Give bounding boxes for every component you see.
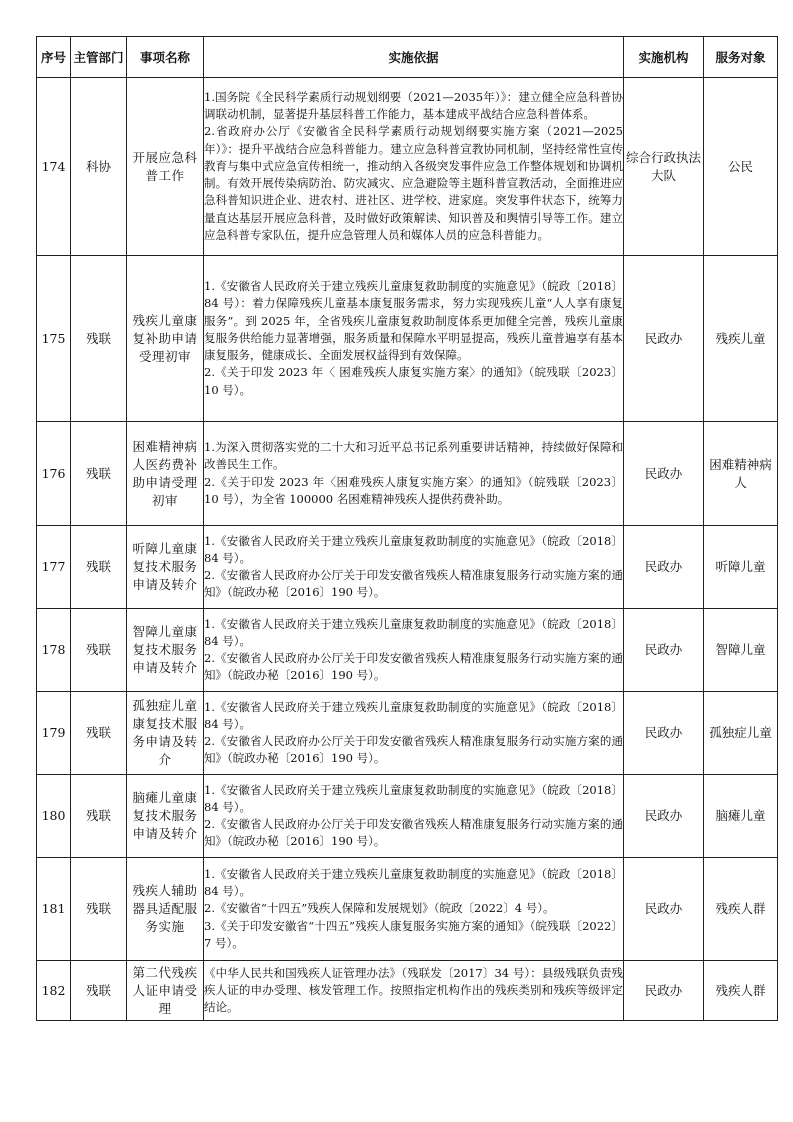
cell-name: 孤独症儿童康复技术服务申请及转介 (127, 692, 204, 775)
cell-agency: 民政办 (624, 256, 704, 422)
basis-paragraph: 《中华人民共和国残疾人证管理办法》（残联发〔2017〕34 号）：县级残联负责残疾人证的申办受理、核发管理工作。按照指定机构作出的残疾类别和残疾等级评定结论。 (204, 965, 623, 1015)
cell-agency: 综合行政执法大队 (624, 78, 704, 256)
table-row (37, 858, 778, 961)
cell-target: 困难精神病人 (704, 422, 778, 526)
cell-dept: 科协 (71, 78, 127, 256)
basis-paragraph: 2.《安徽省人民政府办公厅关于印发安徽省残疾人精准康复服务行动实施方案的通知》（皖政办秘〔2016〕190 号）。 (204, 734, 623, 766)
cell-seq: 178 (37, 609, 71, 692)
cell-agency: 民政办 (624, 858, 704, 961)
table-row (37, 692, 778, 775)
basis-paragraph: 3.《关于印发安徽省“十四五”残疾人康复服务实施方案的通知》（皖残联〔2022〕7 号）。 (204, 918, 623, 950)
cell-target: 残疾人群 (704, 961, 778, 1021)
basis-paragraph: 2.省政府办公厅《安徽省全民科学素质行动规划纲要实施方案（2021—2025年）》：提升平战结合应急科普能力。建立应急科普宣教协同机制，坚持经常性宣传教育与集中式应急宣传相统一，推动纳入各级突发事件应急工作整体规划和协调机制。有效开展传染病防治、防灾减灾、应急避险等主题科普宣教活动，全面推进应急科普知识进企业、进农村、进社区、进学校、进家庭。突发事件状态下，统筹力量直达基层开展应急科普，及时做好政策解读、知识普及和舆情引导等工作。建立应急科普专家队伍，提升应急管理人员和媒体人员的应急科普能力。 (204, 124, 623, 242)
cell-seq: 176 (37, 422, 71, 526)
basis-paragraph: 1.《安徽省人民政府关于建立残疾儿童康复救助制度的实施意见》（皖政〔2018〕84 号）。 (204, 699, 623, 731)
cell-basis (204, 692, 624, 775)
cell-dept: 残联 (71, 526, 127, 609)
cell-target: 公民 (704, 78, 778, 256)
header-name: 事项名称 (127, 37, 204, 78)
basis-paragraph: 2.《安徽省“十四五”残疾人保障和发展规划》（皖政〔2022〕4 号）。 (204, 901, 555, 916)
cell-name: 第二代残疾人证申请受理 (127, 961, 204, 1021)
cell-seq: 175 (37, 256, 71, 422)
cell-target: 听障儿童 (704, 526, 778, 609)
cell-agency: 民政办 (624, 609, 704, 692)
cell-seq: 181 (37, 858, 71, 961)
table-row (37, 609, 778, 692)
cell-name: 残疾儿童康复补助申请受理初审 (127, 256, 204, 422)
basis-paragraph: 2.《安徽省人民政府办公厅关于印发安徽省残疾人精准康复服务行动实施方案的通知》（皖政办秘〔2016〕190 号）。 (204, 568, 623, 600)
cell-basis (204, 609, 624, 692)
basis-paragraph: 1.国务院《全民科学素质行动规划纲要（2021—2035年）》：建立健全应急科普协调联动机制，显著提升基层科普工作能力，基本建成平战结合应急科普体系。 (204, 90, 623, 122)
cell-dept: 残联 (71, 858, 127, 961)
cell-agency: 民政办 (624, 422, 704, 526)
cell-basis (204, 256, 624, 422)
basis-paragraph: 1.《安徽省人民政府关于建立残疾儿童康复救助制度的实施意见》（皖政〔2018〕84 号）。 (204, 782, 623, 814)
cell-name: 听障儿童康复技术服务申请及转介 (127, 526, 204, 609)
service-items-table (36, 36, 778, 1021)
cell-target: 残疾人群 (704, 858, 778, 961)
basis-paragraph: 2.《安徽省人民政府办公厅关于印发安徽省残疾人精准康复服务行动实施方案的通知》（皖政办秘〔2016〕190 号）。 (204, 817, 623, 849)
cell-seq: 180 (37, 775, 71, 858)
header-basis: 实施依据 (204, 37, 624, 78)
cell-name: 脑瘫儿童康复技术服务申请及转介 (127, 775, 204, 858)
cell-basis (204, 858, 624, 961)
cell-dept: 残联 (71, 422, 127, 526)
cell-name: 开展应急科普工作 (127, 78, 204, 256)
table-row (37, 78, 778, 256)
cell-target: 残疾儿童 (704, 256, 778, 422)
cell-agency: 民政办 (624, 961, 704, 1021)
table-row (37, 775, 778, 858)
cell-name: 残疾人辅助器具适配服务实施 (127, 858, 204, 961)
cell-dept: 残联 (71, 609, 127, 692)
table-row (37, 256, 778, 422)
cell-dept: 残联 (71, 692, 127, 775)
cell-basis (204, 422, 624, 526)
header-target: 服务对象 (704, 37, 778, 78)
header-agency: 实施机构 (624, 37, 704, 78)
cell-name: 智障儿童康复技术服务申请及转介 (127, 609, 204, 692)
basis-paragraph: 2.《安徽省人民政府办公厅关于印发安徽省残疾人精准康复服务行动实施方案的通知》（皖政办秘〔2016〕190 号）。 (204, 651, 623, 683)
cell-seq: 177 (37, 526, 71, 609)
cell-basis (204, 961, 624, 1021)
basis-paragraph: 1.《安徽省人民政府关于建立残疾儿童康复救助制度的实施意见》（皖政〔2018〕84 号）：着力保障残疾儿童基本康复服务需求，努力实现残疾儿童“人人享有康复服务”。到 2025 年，全省残疾儿童康复救助制度体系更加健全完善，残疾儿童康复服务供给能力显著增强，服务质量和保障水平明显提高，残疾儿童普遍享有基本康复服务，健康成长、全面发展权益得到有效保障。 (204, 279, 623, 363)
table-row (37, 961, 778, 1021)
basis-paragraph: 1.《安徽省人民政府关于建立残疾儿童康复救助制度的实施意见》（皖政〔2018〕84 号）。 (204, 533, 623, 565)
cell-seq: 174 (37, 78, 71, 256)
cell-dept: 残联 (71, 775, 127, 858)
cell-dept: 残联 (71, 961, 127, 1021)
basis-paragraph: 2.《关于印发 2023 年〈 困难残疾人康复实施方案〉的通知》（皖残联〔2023〕10 号）。 (204, 365, 623, 397)
cell-agency: 民政办 (624, 692, 704, 775)
header-seq: 序号 (37, 37, 71, 78)
table-row (37, 422, 778, 526)
cell-name: 困难精神病人医药费补助申请受理初审 (127, 422, 204, 526)
table-row (37, 526, 778, 609)
cell-basis (204, 78, 624, 256)
cell-dept: 残联 (71, 256, 127, 422)
basis-paragraph: 1.为深入贯彻落实党的二十大和习近平总书记系列重要讲话精神，持续做好保障和改善民生工作。 (204, 440, 623, 472)
cell-target: 脑瘫儿童 (704, 775, 778, 858)
cell-agency: 民政办 (624, 526, 704, 609)
cell-target: 智障儿童 (704, 609, 778, 692)
cell-target: 孤独症儿童 (704, 692, 778, 775)
cell-basis (204, 526, 624, 609)
cell-seq: 182 (37, 961, 71, 1021)
cell-basis (204, 775, 624, 858)
basis-paragraph: 1.《安徽省人民政府关于建立残疾儿童康复救助制度的实施意见》（皖政〔2018〕84 号）。 (204, 616, 623, 648)
basis-paragraph: 1.《安徽省人民政府关于建立残疾儿童康复救助制度的实施意见》（皖政〔2018〕84 号）。 (204, 866, 623, 899)
cell-seq: 179 (37, 692, 71, 775)
header-dept: 主管部门 (71, 37, 127, 78)
header-row (37, 37, 778, 78)
basis-paragraph: 2.《关于印发 2023 年〈困难残疾人康复实施方案〉的通知》（皖残联〔2023〕10 号），为全省 100000 名困难精神残疾人提供药费补助。 (204, 474, 623, 506)
cell-agency: 民政办 (624, 775, 704, 858)
